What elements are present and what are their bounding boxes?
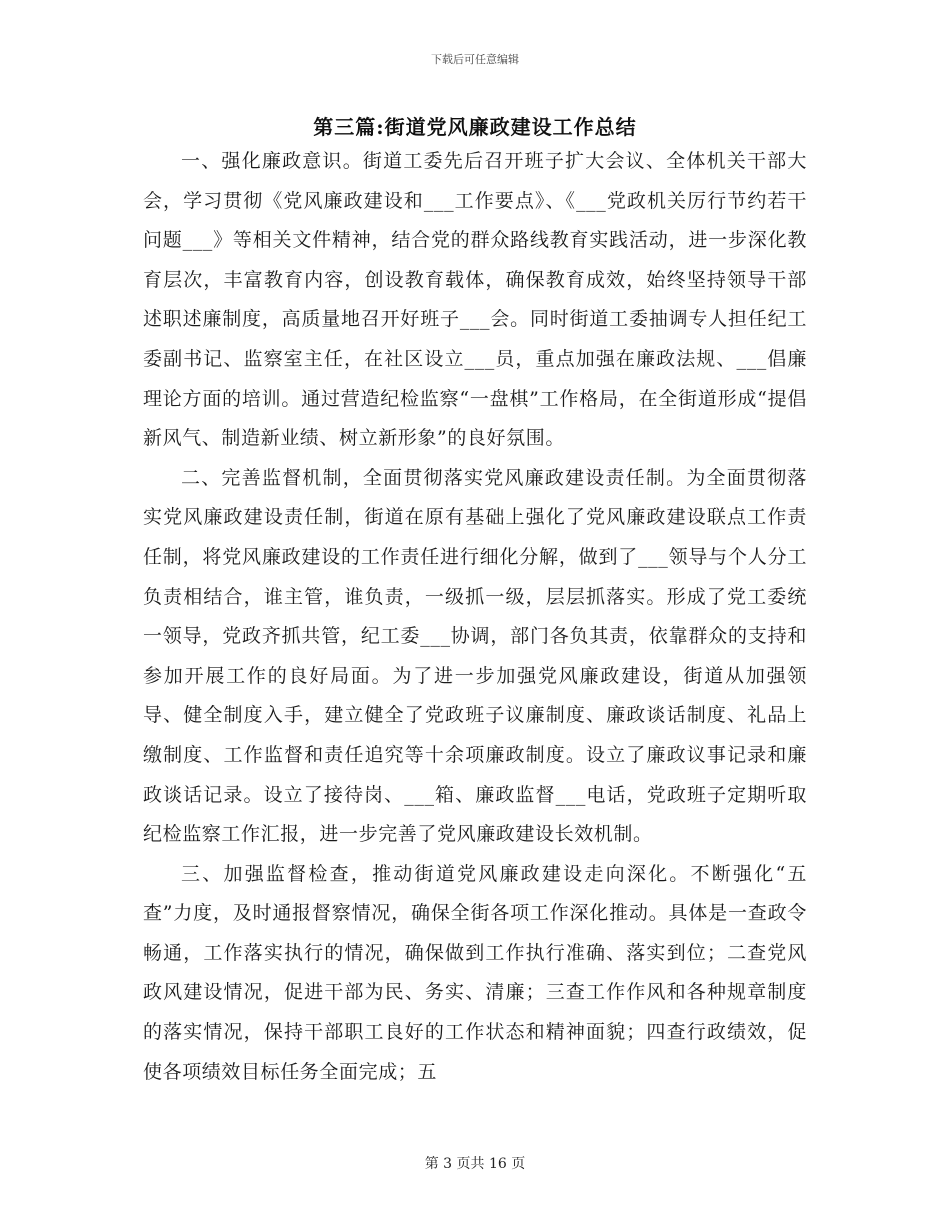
paragraph-3: 三、加强监督检查，推动街道党风廉政建设走向深化。不断强化“五查”力度，及时通报督察情况，确保全街各项工作深化推动。具体是一查政令畅通，工作落实执行的情况，确保做到工作执行准确、落实到位；二查党风政风建设情况，促进干部为民、务实、清廉；三查工作作风和各种规章制度的落实情况，保持干部职工良好的工作状态和精神面貌；四查行政绩效，促使各项绩效目标任务全面完成；五 <box>143 862 807 1083</box>
page-header-note: 下载后可任意编辑 <box>431 53 519 66</box>
paragraph-1: 一、强化廉政意识。街道工委先后召开班子扩大会议、全体机关干部大会，学习贯彻《党风廉政建设和___工作要点》、《___党政机关厉行节约若干问题___》等相关文件精神，结合党的群众路线教育实践活动，进一步深化教育层次，丰富教育内容，创设教育载体，确保教育成效，始终坚持领导干部述职述廉制度，高质量地召开好班子___会。同时街道工委抽调专人担任纪工委副书记、监察室主任，在社区设立___员，重点加强在廉政法规、___倡廉理论方面的培训。通过营造纪检监察“一盘棋”工作格局，在全街道形成“提倡新风气、制造新业绩、树立新形象”的良好氛围。 <box>143 150 807 450</box>
document-title: 第三篇:街道党风廉政建设工作总结 <box>313 115 637 139</box>
page-number-footer: 第 3 页共 16 页 <box>424 1156 526 1172</box>
paragraph-2: 二、完善监督机制，全面贯彻落实党风廉政建设责任制。为全面贯彻落实党风廉政建设责任制，街道在原有基础上强化了党风廉政建设联点工作责任制，将党风廉政建设的工作责任进行细化分解，做到了___领导与个人分工负责相结合，谁主管，谁负责，一级抓一级，层层抓落实。形成了党工委统一领导，党政齐抓共管，纪工委___协调，部门各负其责，依靠群众的支持和参加开展工作的良好局面。为了进一步加强党风廉政建设，街道从加强领导、健全制度入手，建立健全了党政班子议廉制度、廉政谈话制度、礼品上缴制度、工作监督和责任追究等十余项廉政制度。设立了廉政议事记录和廉政谈话记录。设立了接待岗、___箱、廉政监督___电话，党政班子定期听取纪检监察工作汇报，进一步完善了党风廉政建设长效机制。 <box>143 466 807 846</box>
document-body <box>143 142 807 1092</box>
